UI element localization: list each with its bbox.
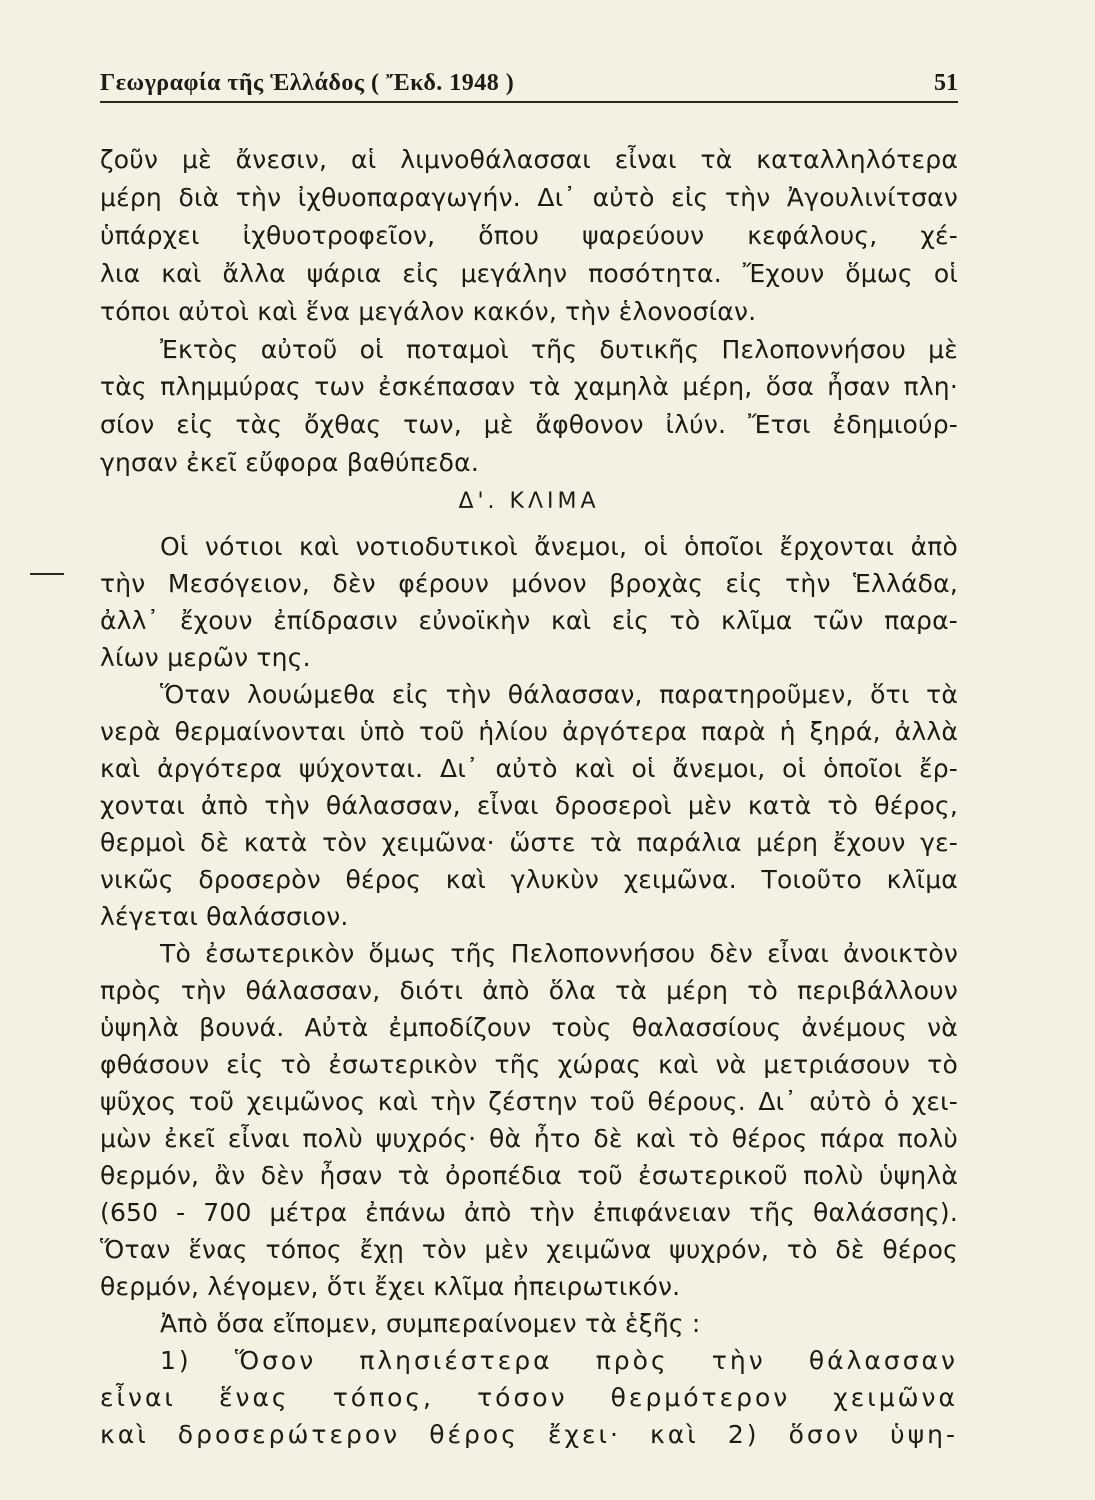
text-line: μὼν ἐκεῖ εἶναι πολὺ ψυχρός· θὰ ἦτο δὲ καὶ τὸ θέρος πάρα πολὺ: [100, 1124, 958, 1153]
text-line: τὴν Μεσόγειον, δὲν φέρουν μόνον βροχὰς εἰς τὴν Ἑλλάδα,: [100, 569, 958, 598]
text-line: ἀλλ᾿ ἔχουν ἐπίδρασιν εὐνοϊκὴν καὶ εἰς τὸ κλῖμα τῶν παρα-: [100, 606, 958, 635]
text-line: λέγεται θαλάσσιον.: [100, 902, 349, 931]
text-line: (650 - 700 μέτρα ἐπάνω ἀπὸ τὴν ἐπιφάνειαν τῆς θαλάσσης).: [100, 1198, 958, 1227]
text-line: 1) Ὅσον πλησιέστερα πρὸς τὴν θάλασσαν: [160, 1346, 958, 1375]
text-line: Ἐκτὸς αὐτοῦ οἱ ποταμοὶ τῆς δυτικῆς Πελοποννήσου μὲ: [160, 335, 958, 364]
running-title: Γεωγραφία τῆς Ἑλλάδος ( Ἔκδ. 1948 ): [100, 70, 515, 96]
text-line: θερμόν, ἂν δὲν ἦσαν τὰ ὀροπέδια τοῦ ἐσωτερικοῦ πολὺ ὑψηλὰ: [100, 1161, 958, 1190]
text-line: χονται ἀπὸ τὴν θάλασσαν, εἶναι δροσεροὶ μὲν κατὰ τὸ θέρος,: [100, 791, 958, 820]
text-line: σίον εἰς τὰς ὄχθας των, μὲ ἄφθονον ἰλύν. Ἔτσι ἐδημιούρ-: [100, 410, 958, 439]
text-line: λια καὶ ἄλλα ψάρια εἰς μεγάλην ποσότητα. Ἔχουν ὅμως οἱ: [100, 259, 958, 288]
text-line: πρὸς τὴν θάλασσαν, διότι ἀπὸ ὅλα τὰ μέρη τὸ περιβάλλουν: [100, 976, 958, 1005]
section-heading: Δ'. ΚΛΙΜΑ: [458, 489, 600, 514]
margin-mark: [30, 573, 64, 575]
text-line: νερὰ θερμαίνονται ὑπὸ τοῦ ἡλίου ἀργότερα παρὰ ἡ ξηρά, ἀλλὰ: [100, 717, 958, 746]
text-line: Ἀπὸ ὅσα εἴπομεν, συμπεραίνομεν τὰ ἑξῆς :: [160, 1309, 701, 1338]
text-line: τόποι αὐτοὶ καὶ ἕνα μεγάλον κακόν, τὴν ἑλονοσίαν.: [100, 297, 757, 326]
text-line: εἶναι ἕνας τόπος, τόσον θερμότερον χειμῶνα: [100, 1383, 958, 1412]
text-line: ὑψηλὰ βουνά. Αὐτὰ ἐμποδίζουν τοὺς θαλασσίους ἀνέμους νὰ: [100, 1013, 958, 1042]
text-line: ὑπάρχει ἰχθυοτροφεῖον, ὅπου ψαρεύουν κεφάλους, χέ-: [100, 221, 958, 250]
text-line: Τὸ ἐσωτερικὸν ὅμως τῆς Πελοποννήσου δὲν εἶναι ἀνοικτὸν: [160, 939, 958, 968]
text-line: ψῦχος τοῦ χειμῶνος καὶ τὴν ζέστην τοῦ θέρους. Δι᾿ αὐτὸ ὁ χει-: [100, 1087, 958, 1116]
text-line: νικῶς δροσερὸν θέρος καὶ γλυκὺν χειμῶνα. Τοιοῦτο κλῖμα: [100, 865, 958, 894]
header-rule: [100, 101, 958, 103]
text-line: θερμόν, λέγομεν, ὅτι ἔχει κλῖμα ἠπειρωτικόν.: [100, 1272, 681, 1301]
running-header: [100, 70, 958, 98]
text-line: λίων μερῶν της.: [100, 643, 311, 672]
text-line: θερμοὶ δὲ κατὰ τὸν χειμῶνα· ὥστε τὰ παράλια μέρη ἔχουν γε-: [100, 828, 958, 857]
text-line: Οἱ νότιοι καὶ νοτιοδυτικοὶ ἄνεμοι, οἱ ὁποῖοι ἔρχονται ἀπὸ: [160, 532, 958, 561]
text-line: μέρη διὰ τὴν ἰχθυοπαραγωγήν. Δι᾿ αὐτὸ εἰς τὴν Ἀγουλινίτσαν: [100, 183, 958, 212]
text-line: Ὅταν λουώμεθα εἰς τὴν θάλασσαν, παρατηροῦμεν, ὅτι τὰ: [160, 680, 958, 709]
page-number: 51: [934, 70, 958, 96]
text-line: Ὅταν ἕνας τόπος ἔχῃ τὸν μὲν χειμῶνα ψυχρόν, τὸ δὲ θέρος: [100, 1235, 958, 1264]
text-line: ζοῦν μὲ ἄνεσιν, αἱ λιμνοθάλασσαι εἶναι τὰ καταλληλότερα: [100, 145, 958, 174]
text-line: φθάσουν εἰς τὸ ἐσωτερικὸν τῆς χώρας καὶ νὰ μετριάσουν τὸ: [100, 1050, 958, 1079]
text-line: γησαν ἐκεῖ εὔφορα βαθύπεδα.: [100, 448, 479, 477]
text-line: τὰς πλημμύρας των ἐσκέπασαν τὰ χαμηλὰ μέρη, ὅσα ἦσαν πλη·: [100, 372, 958, 401]
text-line: καὶ ἀργότερα ψύχονται. Δι᾿ αὐτὸ καὶ οἱ ἄνεμοι, οἱ ὁποῖοι ἔρ-: [100, 754, 958, 783]
text-line: καὶ δροσερώτερον θέρος ἔχει· καὶ 2) ὅσον ὑψη-: [100, 1420, 958, 1449]
